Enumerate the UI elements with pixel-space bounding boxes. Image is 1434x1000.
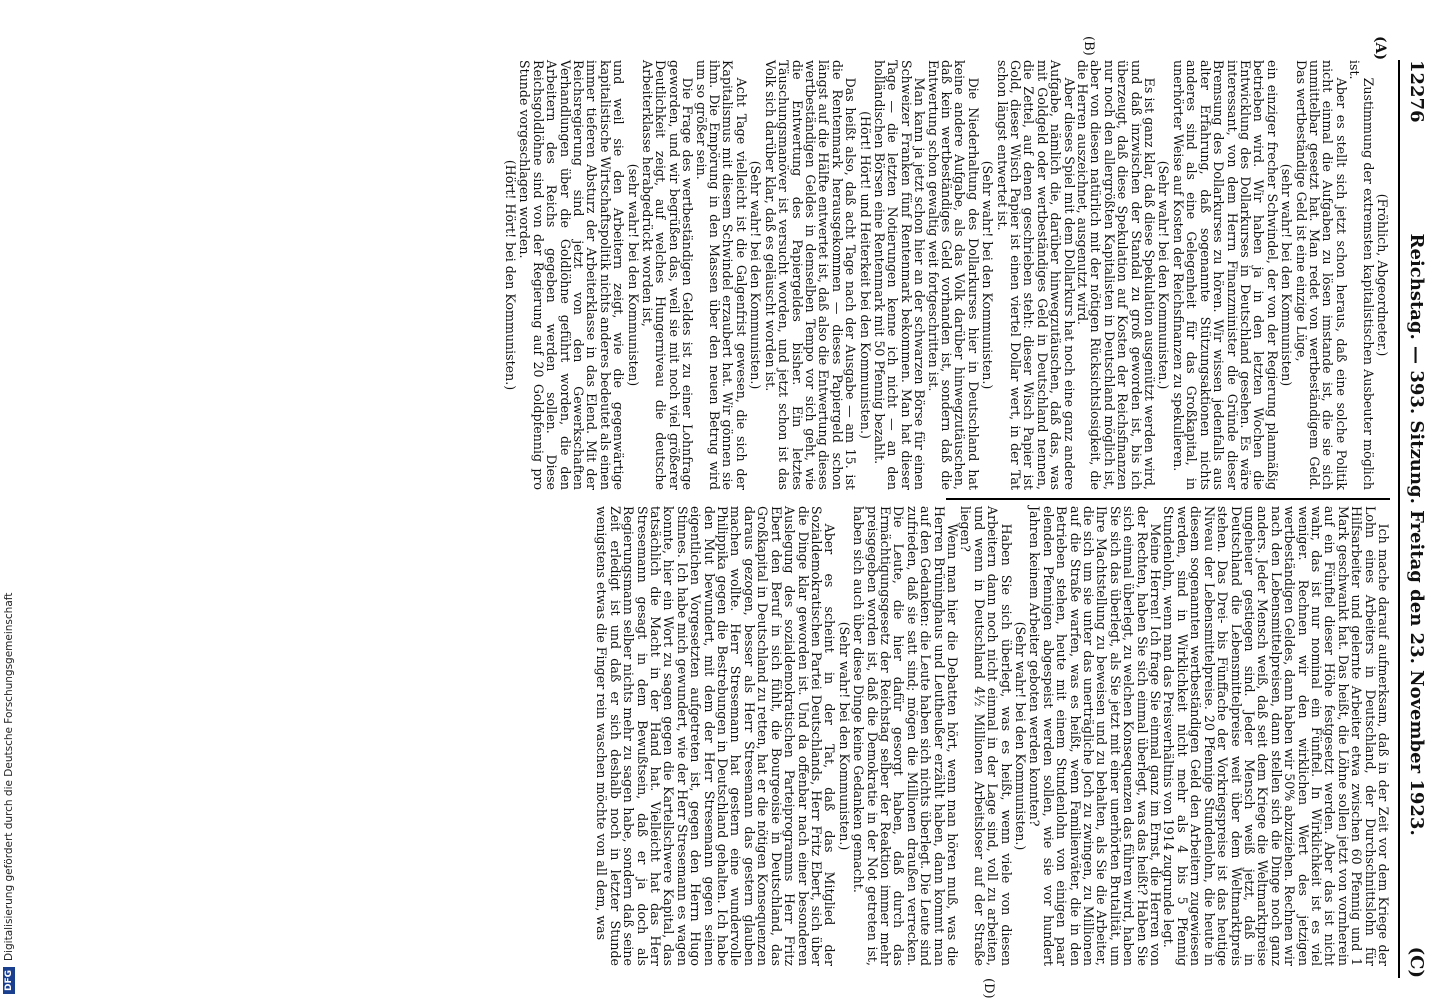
- margin-marker-d: (D): [981, 978, 996, 999]
- interjection: (Sehr wahr! bei den Kommunisten.): [1013, 621, 1029, 851]
- column-divider: [946, 498, 1390, 500]
- paragraph: Ich mache darauf aufmerksam, daß in der Zeit vor dem Kriege der Lohn eines Arbeiters in Deutschland, der Durchschnittslohn für Hilfsarbeiter und gelernte Arbeiter etwa zwischen 60 Pfennig und 1 Mark geschwankt hat. Das heißt, die Löhne sollen jetzt von vornherein auf ein Fünftel dieser Höhe festgesetzt werden. Aber das ist nicht wahr, das ist nur nominal ein Fünftel. In Wirklichkeit ist es viel weniger. Rechnen wir den wirklichen Wert des jetzigen wertbeständigen Geldes, dann haben wir 50% abzuziehen. Rechnen wir nach den Lebensmittelpreisen, dann stellen sich die Dinge noch ganz anders. Jeder Mensch weiß, daß seit dem Kriege die Weltmarktpreise ungeheuer gestiegen sind. Jeder Mensch weiß jetzt, daß in Deutschland die Lebensmittelpreise weit über dem Weltmarktpreis stehen. Das Drei- bis Fünffache der Vorkriegspreise ist das heutige Niveau der Lebensmittelpreise. 20 Pfennige Stundenlohn, die heute in diesem sogenannten wertbeständigen Geld den Arbeitern zugewiesen werden, sind in Wirklichkeit nicht mehr als 4 bis 5 Pfennig Stundenlohn, wenn man das Preisverhältnis von 1914 zugrunde legt.: [1161, 506, 1391, 966]
- paragraph: Aber dieses Spiel mit dem Dollarkurs hat noch eine ganz andere Aufgabe, nämlich die, darüber hinwegzutäuschen, daß das, was mit Goldgeld oder wertbeständiges Geld in Deutschland nennen, die Zettel, auf denen geschrieben steht: dieser Wisch Papier ist Gold, dieser Wisch Papier ist einen viertel Dollar wert, in der Tat schon längst entwertet ist.: [994, 60, 1077, 490]
- dfg-logo: DFG: [3, 967, 15, 994]
- paragraph: Aber es scheint in der Tat, daß das Mitglied der Sozialdemokratischen Partei Deutschlands, Herr Fritz Ebert, sich über die Dinge klar geworden ist. Und da offenbar nach einer besonderen Auslegung des sozialdemokratischen Parteiprogramms Herr Fritz Ebert den Beruf in sich fühlt, die Bourgeoisie in Deutschland, das Großkapital in Deutschland zu retten, hat er die nötigen Konsequenzen daraus gezogen, besser als Herr Stresemann das gestern glauben machen wollte. Herr Stresemann hat gestern eine wundervolle Philippika gegen die Bestrebungen in Deutschland gehalten. Ich habe den Mut bewundert, mit dem der Herr Stresemann gegen seinen eigentlichen Vorgesetzten aufgetreten ist, gegen den Herrn Hugo Stinnes. Ich habe mich gewundert, wie der Herr Stresemann es wagen konnte, hier ein Wort zu sagen gegen die Kartellschwere Kapital, das tatsächlich die Macht in der Hand hat. Vielleicht hat das Herr Stresemann gesagt in dem Bewußtsein, daß er ja doch als Regierungsmann selber nichts mehr zu sagen habe, sondern daß seine Zeit erledigt ist und daß er sich deshalb noch in letzter Stunde wenigstens etwas die Finger rein waschen möchte von all dem, was: [594, 506, 838, 966]
- page-number: 12276: [1406, 60, 1428, 123]
- interjection: (Sehr wahr! bei den Kommunisten.): [980, 160, 996, 390]
- paragraph: Es ist ganz klar, daß diese Spekulation ausgenützt werden wird, und daß inzwischen der Standal zu groß geworden ist, bis ich überzeugt, daß diese Spekulation auf Kosten der Reichsfinanzen nur noch den allergrößten Kapitalisten in Deutschland möglich ist, aber von diesen natürlich mit der nötigen Rücksichtslosigkeit, die die Herren auszeichnet, ausgenutzt wird.: [1075, 60, 1158, 490]
- paragraph: ein einziger frecher Schwindel, der von der Regierung planmäßig betrieben wird. Wir haben ja in den letzten Wochen die Entwicklung des Dollarkurses in Deutschland gesehen. Es wäre interessant, von dem Herrn Finanzminister die Gründe dieser Bremsung des Dollarkurses zu hören. Wir wissen jedenfalls aus alter Erfahrung, daß sogenannte Stützungsaktionen nichts anderes sind als eine Gelegenheit für das Großkapital, in unerhörter Weise auf Kosten der Reichsfinanzen zu spekulieren.: [1170, 60, 1280, 490]
- paragraph: Die Niederhaltung des Dollarkurses hier in Deutschland hat keine andere Aufgabe, als das Volk darüber hinwegzutäuschen, daß kein wertbeständiges Geld vorhanden ist, sondern daß die Entwertung schon gewaltig weit fortgeschritten ist.: [925, 60, 981, 490]
- paragraph: Meine Herren! Ich frage Sie einmal ganz im Ernst, die Herren von der Rechten, haben Sie sich einmal überlegt, was das heißt? Haben Sie sich einmal überlegt, zu welchen Konsequenzen das führen wird, haben Sie sich das überlegt, als Sie jetzt mit einer unerhörten Brutalität, um Ihre Machtstellung zu beweisen und zu behalten, als Sie die Arbeiter, die sich um sie unter das unerträgliche Joch zu zwingen, zu Millionen auf die Straße warfen, was es heißt, wenn Familienväter, die in den Betrieben stehen, heute mit einem Stundenlohn von einigen paar elenden Pfennigen abgespeist werden sollen, wie sie vor hundert Jahren keinem Arbeiter geboten werden konnten?: [1027, 506, 1164, 966]
- paragraph: und weil sie den Arbeitern zeigt, wie die gegenwärtige kapitalistische Wirtschaftspolitik nichts anderes bedeutet als einen immer tieferen Absturz der Arbeiterklasse in das Elend. Mit der Reichsregierung sind jetzt von den Gewerkschaften Verhandlungen über die Goldlöhne geführt worden, die den Arbeitern des Reichs gegeben werden sollen. Diese Reichsgoldlöhne sind von der Regierung auf 20 Goldpfennig pro Stunde vorgeschlagen worden.: [517, 60, 627, 490]
- text-column-left: [503, 60, 1390, 490]
- paragraph: Wenn man hier die Debatten hört, wenn man hören muß, was die Herren Brüninghaus und Leutheußer erzählt haben, dann kommt man auf den Gedanken: die Leute haben sich nichts überlegt. Die Leute sind zufrieden, daß sie satt sind; mögen die Millionen draußen verrecken. Die Leute, die hier dafür gesorgt haben, daß durch das Ermächtigungsgesetz der Reichstag selber der Reaktion immer mehr preisgegeben worden ist, daß die Demokratie in der Not getreten ist, haben sich auch über diese Dinge keine Gedanken gemacht.: [851, 506, 960, 966]
- interjection: (Sehr wahr! bei den Kommunisten.): [748, 160, 764, 390]
- margin-marker-a: (A): [1372, 36, 1388, 61]
- paragraph: Die Frage des wertbeständigen Geldes ist zu einer Lohnfrage geworden, und wir begrüßen das, weil sie mit noch viel größerer Deutlichkeit zeigt, auf welches Hungerniveau die deutsche Arbeiterklasse herabgedrückt worden ist,: [640, 60, 696, 490]
- running-title: Reichstag. — 393. Sitzung. Freitag den 23. November 1923.: [1406, 233, 1428, 836]
- margin-marker-b: (B): [1081, 36, 1096, 56]
- paragraph: Acht Tage vielleicht ist die Galgenfrist gewesen, die sich der Kapitalismus mit diesem Schwindel erzaubert hat. Wir gönnen sie ihm. Die Empörung in den Massen über den neuen Betrug wird um so größer sein.: [693, 60, 749, 490]
- interjection: (sehr wahr! bei den Kommunisten): [1279, 163, 1295, 387]
- text-column-right: [594, 506, 1391, 966]
- interjection: (Hört! Hört! bei den Kommunisten.): [503, 159, 518, 391]
- interjection: (Hört! Hört! und Heiterkeit bei den Kommunisten.): [857, 111, 873, 439]
- paragraph: Das heißt also, daß acht Tage nach der Ausgabe — am 15. ist die Rentenmark herausgekommen — dieses Papiergeld schon längst auf die Hälfte entwertet ist, daß also die Entwertung dieses wertbeständigen Geldes in demselben Tempo vor sich geht, wie die Entwertung des Papiergeldes bisher. Ein letztes Täuschungsmanöver ist versucht worden, und jetzt schon ist das Volk sich darüber klar, daß es geläuscht worden ist.: [762, 60, 859, 490]
- side-marker: (C): [1406, 946, 1428, 978]
- interjection: (Sehr wahr! bei den Kommunisten.): [1156, 160, 1172, 390]
- digitization-footer: [0, 0, 18, 1000]
- paragraph: Man kann ja jetzt schon hier an der schwarzen Börse für einen Schweizer Franken fünf Rentenmark bekommen. Man hat dieser Tage — die letzten Notierungen kenne ich nicht — an den holländischen Börsen eine Rentenmark mit 50 Pfennig bezahlt.: [871, 60, 928, 490]
- interjection: (Sehr wahr! bei den Kommunisten.): [836, 621, 852, 851]
- interjection: (sehr wahr! bei den Kommunisten): [625, 163, 641, 387]
- paragraph: Haben Sie sich überlegt, was es heißt, wenn viele von diesen Arbeitern dann noch nicht einmal in der Lage sind, voll zu arbeiten, und wenn in Deutschland 4½ Millionen Arbeitsloser auf der Straße liegen?: [958, 506, 1014, 966]
- funding-note: Digitalisierung gefördert durch die Deutsche Forschungsgemeinschaft: [3, 592, 15, 961]
- page-header: [1402, 60, 1432, 978]
- paragraph: Aber es stellt sich jetzt schon heraus, daß eine solche Politik nicht einmal die Aufgaben zu lösen imstande ist, die sie sich unmittelbar gesetzt hat. Man redet von wertbeständigem Geld. Das wertbeständige Geld ist eine einzige Lüge,: [1293, 60, 1349, 490]
- paragraph: Zustimmung der extremsten kapitalistischen Ausbeuter möglich ist.: [1347, 60, 1376, 490]
- interjection: (Fröhlich, Abgeordneter.): [1375, 193, 1390, 357]
- header-rule: [1398, 60, 1400, 978]
